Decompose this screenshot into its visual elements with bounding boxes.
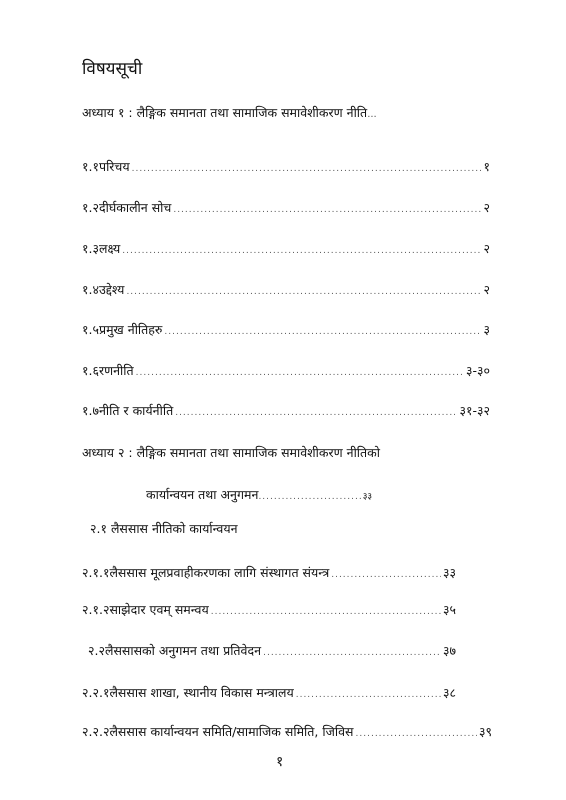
toc-entry[interactable] — [82, 362, 490, 379]
toc-entry-label: १.६रणनीति — [82, 363, 134, 378]
leader-dots — [126, 287, 481, 297]
toc-entry-label: १.४उद्देश्य — [82, 282, 125, 297]
toc-entry[interactable] — [82, 402, 490, 419]
toc-entry-page: ३७ — [442, 643, 456, 658]
toc-entry[interactable] — [82, 723, 492, 740]
toc-entry[interactable] — [82, 281, 490, 298]
toc-entry[interactable] — [82, 684, 456, 701]
leader-dots: ........................... — [258, 492, 363, 502]
toc-entry-page: २ — [483, 241, 490, 256]
toc-entry[interactable] — [82, 601, 456, 618]
toc-entry-label: १.७नीति र कार्यनीति — [82, 403, 174, 418]
leader-dots — [164, 327, 481, 337]
leader-dots — [175, 408, 457, 418]
leader-dots — [296, 690, 441, 700]
chapter-1-trail: ... — [367, 109, 377, 120]
toc-entry[interactable] — [82, 564, 456, 581]
leader-dots — [132, 164, 482, 174]
toc-entry[interactable] — [88, 642, 456, 659]
toc-entry-page: २ — [483, 200, 490, 215]
toc-entry[interactable] — [82, 240, 490, 257]
leader-dots — [211, 607, 441, 617]
toc-entry-label: २.१.१लैससास मूलप्रवाहीकरणका लागि संस्थागत संयन्त्र — [82, 565, 330, 580]
chapter-2-continuation-text: कार्यान्वयन तथा अनुगमन — [146, 487, 259, 502]
page-number: १ — [276, 754, 284, 770]
toc-entry-page: ३३ — [442, 565, 456, 580]
leader-dots — [356, 729, 477, 739]
toc-entry-label: २.१.२साझेदार एवम् समन्वय — [82, 602, 209, 617]
chapter-1-text: अध्याय १ : लैङ्गिक समानता तथा सामाजिक समावेशीकरण नीति — [82, 105, 368, 120]
chapter-2-heading: अध्याय २ : लैङ्गिक समानता तथा सामाजिक समावेशीकरण नीतिको — [82, 445, 381, 460]
toc-entry-page: २ — [483, 282, 490, 297]
leader-dots — [173, 205, 481, 215]
toc-entry-page: ३५ — [442, 602, 456, 617]
toc-entry[interactable] — [82, 199, 490, 216]
toc-entry-label: २.२लैससासको अनुगमन तथा प्रतिवेदन — [88, 643, 262, 658]
toc-entry[interactable] — [82, 321, 490, 338]
toc-entry-page: ३-३० — [465, 363, 490, 378]
page-title: विषयसूची — [82, 59, 143, 79]
toc-entry-label: १.२दीर्घकालीन सोच — [82, 200, 172, 215]
toc-entry-page: ३९ — [478, 724, 492, 739]
toc-entry-label: २.२.२लैससास कार्यान्वयन समिति/सामाजिक समिति, जिविस — [82, 724, 354, 739]
leader-dots — [136, 368, 464, 378]
toc-entry-label: १.५प्रमुख नीतिहरु — [82, 322, 163, 337]
chapter-2-continuation[interactable] — [146, 486, 372, 503]
leader-dots — [263, 648, 441, 658]
leader-dots — [331, 570, 441, 580]
toc-entry-page: १ — [483, 159, 490, 174]
leader-dots — [122, 246, 481, 256]
section-heading: २.१ लैससास नीतिको कार्यान्वयन — [90, 521, 238, 536]
toc-entry-label: १.१परिचय — [82, 159, 130, 174]
chapter-1-heading — [82, 104, 377, 121]
toc-entry-page: ३ — [483, 322, 490, 337]
toc-entry-page: ३१-३२ — [459, 403, 490, 418]
toc-entry-label: २.२.१लैससास शाखा, स्थानीय विकास मन्त्रालय — [82, 685, 294, 700]
toc-entry-page: ३८ — [442, 685, 456, 700]
toc-entry-label: १.३लक्ष्य — [82, 241, 121, 256]
chapter-2-continuation-page: ३३ — [362, 492, 373, 502]
toc-entry[interactable] — [82, 158, 490, 175]
